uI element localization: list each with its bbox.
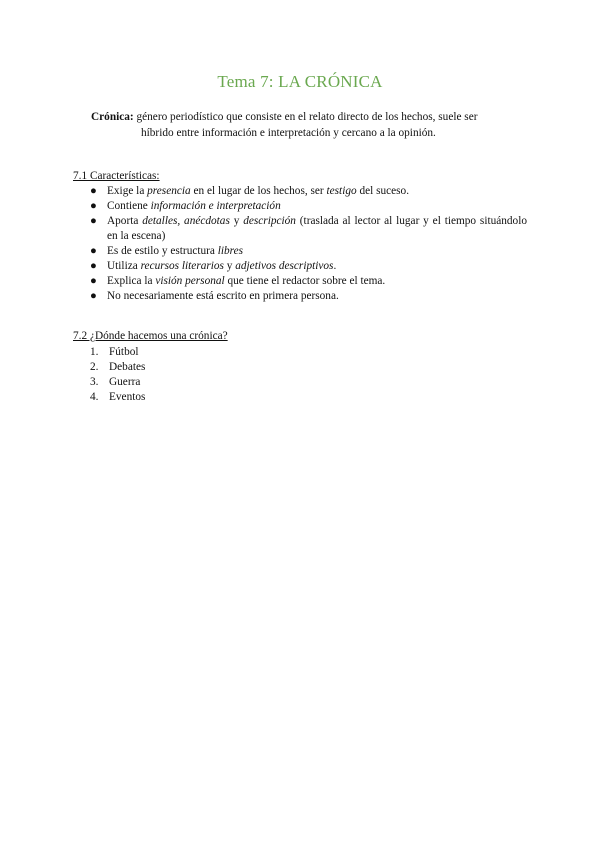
list-item: ● Contiene información e interpretación [90,200,281,212]
list-item: ● Es de estilo y estructura libres [90,245,244,257]
definition-paragraph [91,109,521,141]
title-main: LA CRÓNICA [278,72,383,91]
section-heading-caracteristicas: 7.1 Características: [73,170,160,182]
definition-text-line1: género periodístico que consiste en el relato directo de los hechos, suele ser [133,111,478,123]
list-item [73,375,145,390]
list-item-label: Guerra [109,376,141,388]
list-number: 1. [90,346,99,358]
list-item: ● Exige la presencia en el lugar de los hechos, ser testigo del suceso. [90,185,410,197]
list-item: ● Utiliza recursos literarios y adjetivos descriptivos. [90,260,337,272]
bullet-icon: ● [90,275,97,287]
list-number: 3. [90,376,99,388]
bullet-icon: ● [90,215,97,227]
examples-list [73,345,145,405]
list-item [73,360,145,375]
list-number: 4. [90,391,99,403]
list-item-label: Debates [109,361,146,373]
definition-text-line2: híbrido entre información e interpretación y cercano a la opinión. [141,127,436,139]
list-item: ● Explica la visión personal que tiene el redactor sobre el tema. [90,275,386,287]
list-item [73,345,145,360]
characteristics-list [73,184,527,304]
list-item: ● Aporta detalles, anécdotas y descripción (traslada al lector al lugar y el tiempo situándolo en la escena) [90,215,527,242]
list-item [73,390,145,405]
list-item: ● No necesariamente está escrito en primera persona. [90,290,339,302]
page-title [0,72,600,92]
bullet-icon: ● [90,290,97,302]
bullet-icon: ● [90,200,97,212]
bullet-icon: ● [90,245,97,257]
list-item-label: Fútbol [109,346,139,358]
list-item-label: Eventos [109,391,146,403]
list-number: 2. [90,361,99,373]
bullet-icon: ● [90,185,97,197]
title-prefix: Tema 7: [217,72,279,91]
bullet-icon: ● [90,260,97,272]
definition-term: Crónica: [91,111,134,123]
section-heading-donde: 7.2 ¿Dónde hacemos una crónica? [73,330,228,342]
